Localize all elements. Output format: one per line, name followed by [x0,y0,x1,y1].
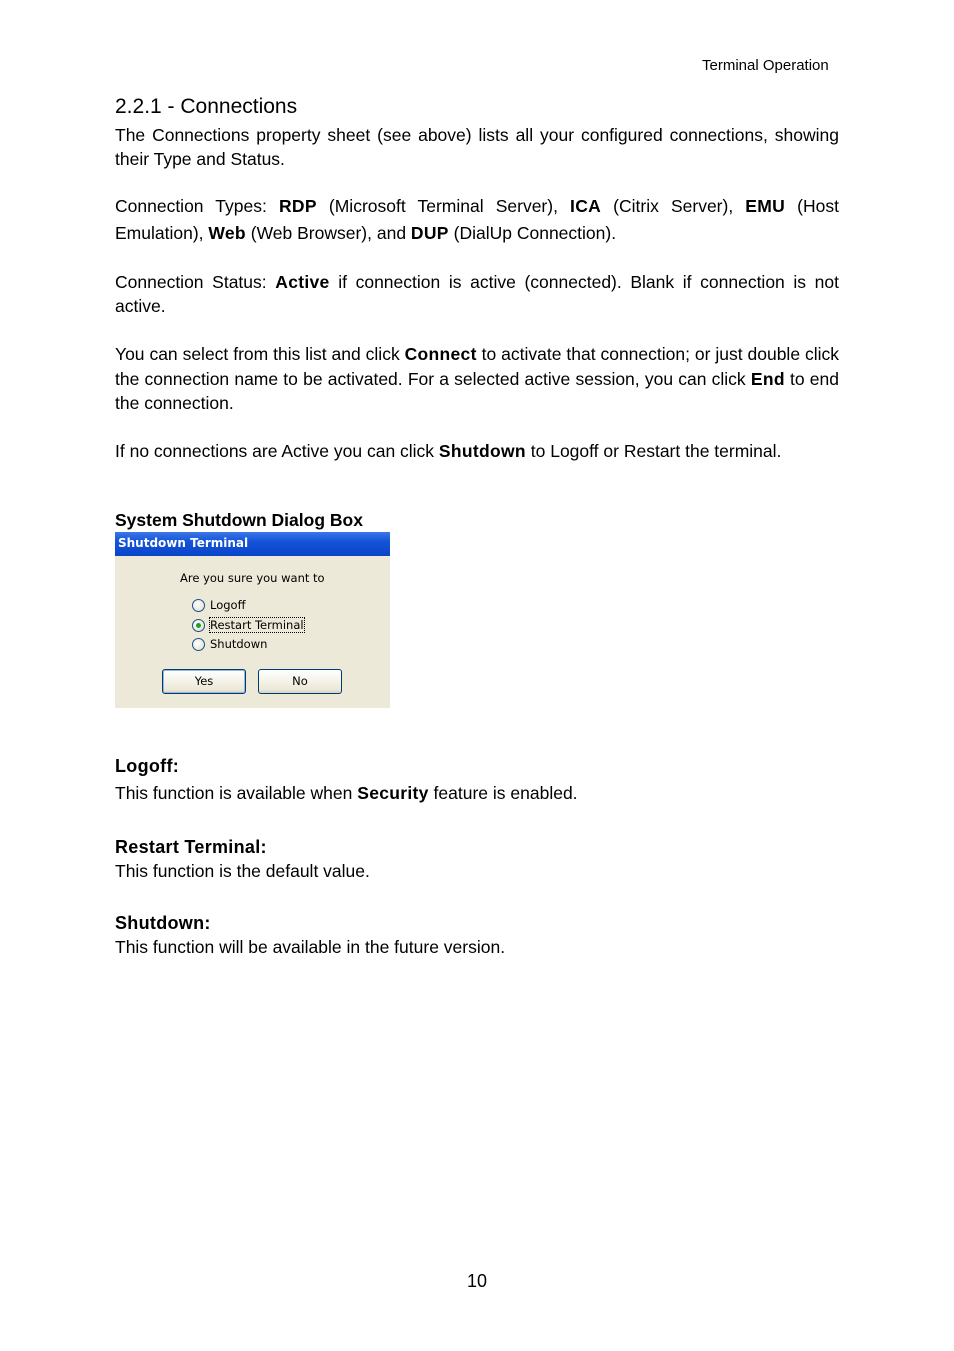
dialog-title-bar: Shutdown Terminal [115,532,390,556]
no-button[interactable]: No [258,669,342,694]
connection-types-paragraph: Connection Types: RDP (Microsoft Terminal Server), ICA (Citrix Server), EMU (Host Emulation), Web (Web Browser), and DUP (DialUp Connection). [115,196,839,243]
emu-term: EMU [745,196,786,216]
restart-terminal-heading: Restart Terminal: [115,837,267,857]
running-header: Terminal Operation [702,57,829,74]
restart-terminal-option-label[interactable]: Restart Terminal [210,618,304,632]
rdp-term: RDP [278,196,317,216]
yes-button[interactable]: Yes [162,669,246,694]
shutdown-option-label[interactable]: Shutdown [210,637,268,651]
logoff-radio[interactable] [192,599,205,612]
intro-paragraph: The Connections property sheet (see above) lists all your configured connections, showing their Type and Status. [115,125,839,169]
section-title: 2.2.1 - Connections [115,95,298,118]
select-paragraph: You can select from this list and click Connect to activate that connection; or just double click the connection name to be activated. For a selected active session, you can click End to end the connection. [115,344,839,413]
logoff-option-label[interactable]: Logoff [210,598,246,612]
dialog-caption: System Shutdown Dialog Box [115,510,363,530]
connect-term: Connect [404,344,477,364]
restart-terminal-radio[interactable] [192,619,205,632]
ica-term: ICA [570,196,602,216]
dialog-prompt: Are you sure you want to [180,571,325,585]
web-term: Web [208,223,246,243]
active-term: Active [275,272,330,292]
page-number: 10 [466,1271,488,1291]
shutdown-term: Shutdown [438,441,526,461]
logoff-heading: Logoff: [115,756,180,776]
connection-status-paragraph: Connection Status: Active if connection is active (connected). Blank if connection is not active. [115,272,839,316]
shutdown-dialog [115,532,390,708]
security-term: Security [357,783,429,803]
shutdown-paragraph: If no connections are Active you can click Shutdown to Logoff or Restart the terminal. [115,441,782,461]
dup-term: DUP [410,223,449,243]
shutdown-heading: Shutdown: [115,913,211,933]
end-term: End [750,368,785,389]
shutdown-description: This function will be available in the future version. [115,937,506,957]
logoff-description: This function is available when Security feature is enabled. [115,783,578,803]
shutdown-radio[interactable] [192,638,205,651]
restart-terminal-description: This function is the default value. [115,861,370,881]
